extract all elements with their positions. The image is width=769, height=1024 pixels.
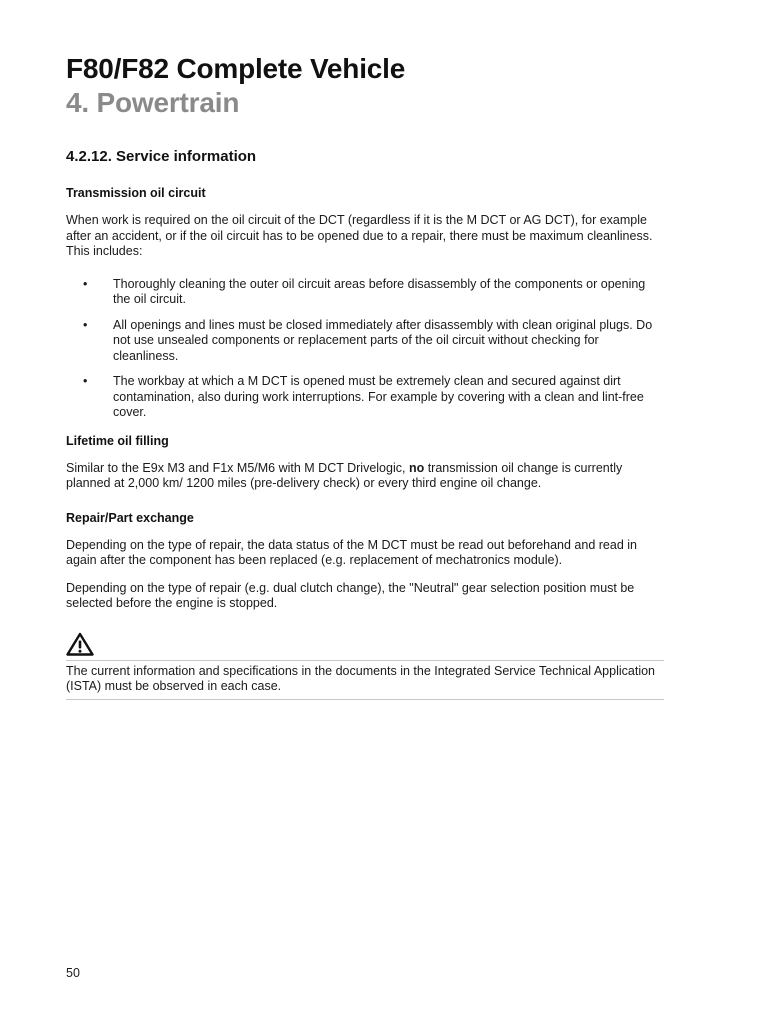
list-item: [66, 277, 664, 308]
section-heading: 4.2.12. Service information: [66, 148, 257, 165]
page-number: 50: [66, 966, 80, 980]
warning-triangle-icon: [66, 632, 94, 656]
bullet-icon: •: [83, 317, 88, 332]
lifetime-oil-emphasis: no: [408, 460, 425, 475]
list-item-text: The workbay at which a M DCT is opened must be extremely clean and secured against dirt contamination, also during work interruptions. For example by covering with a clean and lint-free cover.: [113, 374, 644, 419]
cleanliness-bullet-list: [66, 277, 664, 421]
lifetime-oil-heading: Lifetime oil filling: [66, 433, 169, 448]
list-item-text: All openings and lines must be closed immediately after disassembly with clean original plugs. Do not use unsealed components or replacement parts of the oil circuit without checking for cleanliness.: [113, 317, 653, 363]
document-title: F80/F82 Complete Vehicle: [66, 53, 406, 84]
chapter-title: 4. Powertrain: [66, 87, 240, 118]
transmission-oil-circuit-intro: When work is required on the oil circuit of the DCT (regardless if it is the M DCT or AG DCT), for example after an accident, or if the oil circuit has to be opened due to a repair, there must be maximum cleanliness. This includes:: [66, 213, 653, 258]
repair-paragraph-2: Depending on the type of repair (e.g. dual clutch change), the "Neutral" gear selection position must be selected before the engine is stopped.: [66, 580, 635, 610]
list-item: [66, 374, 664, 421]
bullet-icon: •: [83, 374, 88, 388]
lifetime-oil-paragraph: [66, 461, 664, 492]
lifetime-oil-text-start: Similar to the E9x M3 and F1x M5/M6 with M DCT Drivelogic,: [66, 460, 409, 475]
list-item-text: Thoroughly cleaning the outer oil circuit areas before disassembly of the components or opening the oil circuit.: [113, 276, 646, 306]
note-block: [66, 632, 664, 700]
document-page: [66, 52, 664, 700]
repair-heading: Repair/Part exchange: [66, 510, 194, 525]
note-text: The current information and specifications in the documents in the Integrated Service Technical Application (ISTA) must be observed in each case.: [66, 660, 664, 700]
lifetime-oil-text-end: transmission oil change is currently planned at 2,000 km/ 1200 miles (pre-delivery check) or every third engine oil change.: [66, 460, 623, 490]
transmission-oil-circuit-heading: Transmission oil circuit: [66, 186, 206, 200]
bullet-icon: •: [83, 276, 88, 291]
repair-paragraph-1: Depending on the type of repair, the data status of the M DCT must be read out beforehand and read in again after the component has been replaced (e.g. replacement of mechatronics module).: [66, 537, 637, 567]
list-item: [66, 318, 664, 365]
